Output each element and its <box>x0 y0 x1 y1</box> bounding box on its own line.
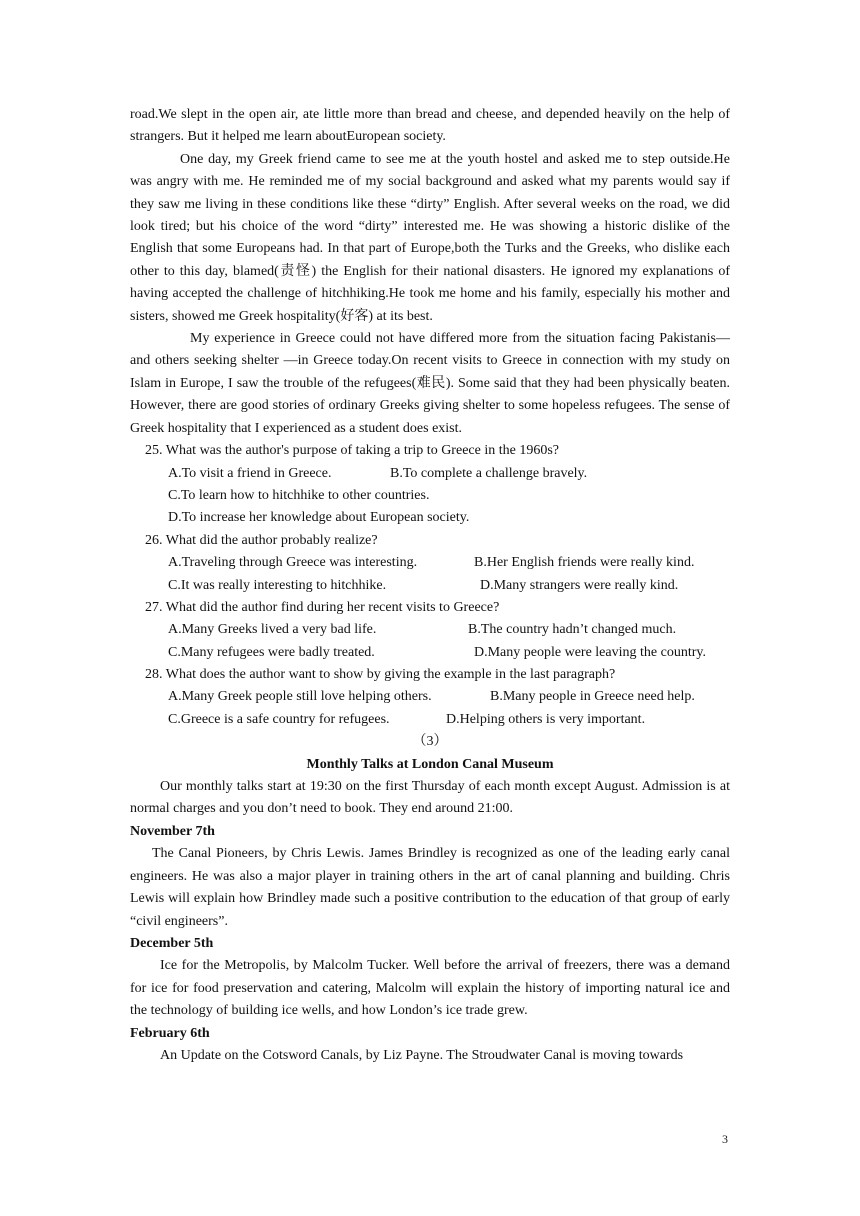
option-b: B.Many people in Greece need help. <box>490 689 695 705</box>
option-d: D.Many strangers were really kind. <box>480 577 679 593</box>
talk-date: November 7th <box>130 823 215 839</box>
talk-date: December 5th <box>130 935 214 951</box>
passage2-paragraph-3: My experience in Greece could not have differed more from the situation facing Pakistanis—and others seeking shelter —in Greece today.On recent visits to Greece in connection with my study on Islam in Europe, I saw the trouble of the refugees(难民). Some said that they had been physically beaten. However, there are good stories of ordinary Greeks giving shelter to some hopeless refugees. The sense of Greek hospitality that I experienced as a student does exist. <box>130 331 730 436</box>
option-a: A.To visit a friend in Greece. <box>168 465 332 481</box>
options-row <box>130 575 730 597</box>
question-stem: 26. What did the author probably realize? <box>145 532 378 548</box>
question-26 <box>130 530 730 597</box>
page-number: 3 <box>722 1132 728 1146</box>
passage3-intro: Our monthly talks start at 19:30 on the first Thursday of each month except August. Admission is at normal charges and you don’t need to book. They end around 21:00. <box>130 779 730 817</box>
option-b: B.The country hadn’t changed much. <box>468 622 677 638</box>
option-d: D.Many people were leaving the country. <box>474 644 706 660</box>
option-d: D.To increase her knowledge about European society. <box>168 510 470 526</box>
talk-description: Ice for the Metropolis, by Malcolm Tucker. Well before the arrival of freezers, there was a demand for ice for food preservation and catering, Malcolm will explain the history of importing natural ice and the technology of building ice wells, and how London’s ice trade grew. <box>130 958 730 1019</box>
option-b: B.Her English friends were really kind. <box>474 555 695 571</box>
options-row <box>130 619 730 641</box>
option-a: A.Traveling through Greece was interesting. <box>168 555 418 571</box>
options-row <box>130 463 730 485</box>
option-d: D.Helping others is very important. <box>446 711 646 727</box>
passage2-paragraph-2: One day, my Greek friend came to see me at the youth hostel and asked me to step outside.He was angry with me. He reminded me of my social background and asked what my parents would say if they saw me living in these conditions like these “dirty” English. After several weeks on the road, we did look tired; but his choice of the word “dirty” interested me. He was showing a historic dislike of the English that some Europeans had. In that part of Europe,both the Turks and the Greeks, who dislike each other to this day, blamed(责怪) the English for their national disasters. He ignored my explanations of having accepted the challenge of hitchhiking.He took me home and his family, especially his mother and sisters, showed me Greek hospitality(好客) at its best. <box>130 151 730 324</box>
talk-date: February 6th <box>130 1025 210 1041</box>
option-a: A.Many Greeks lived a very bad life. <box>168 622 377 638</box>
question-stem: 27. What did the author find during her recent visits to Greece? <box>145 599 500 615</box>
question-stem: 28. What does the author want to show by giving the example in the last paragraph? <box>145 667 616 683</box>
option-c: C.To learn how to hitchhike to other countries. <box>168 487 430 503</box>
options-row <box>130 686 730 708</box>
passage3-number: （3） <box>412 734 448 750</box>
question-stem: 25. What was the author's purpose of taking a trip to Greece in the 1960s? <box>145 443 559 459</box>
talk-description: An Update on the Cotsword Canals, by Liz Payne. The Stroudwater Canal is moving towards <box>160 1047 684 1063</box>
question-25 <box>130 440 730 530</box>
option-b: B.To complete a challenge bravely. <box>390 465 588 481</box>
passage3-title: Monthly Talks at London Canal Museum <box>306 756 554 772</box>
options-row <box>130 642 730 664</box>
option-c: C.Many refugees were badly treated. <box>168 644 375 660</box>
option-c: C.It was really interesting to hitchhike. <box>168 577 387 593</box>
talk-description: The Canal Pioneers, by Chris Lewis. James Brindley is recognized as one of the leading early canal engineers. He was also a major player in training others in the art of canal planning and building. Chris Lewis will explain how Brindley made such a positive contribution to the education of that group of early “civil engineers”. <box>130 846 730 929</box>
option-c: C.Greece is a safe country for refugees. <box>168 711 390 727</box>
page-content <box>130 104 730 1067</box>
option-a: A.Many Greek people still love helping others. <box>168 689 432 705</box>
passage2-paragraph-1: road.We slept in the open air, ate little more than bread and cheese, and depended heavily on the help of strangers. But it helped me learn aboutEuropean society. <box>130 107 730 145</box>
question-28 <box>130 664 730 731</box>
question-27 <box>130 597 730 664</box>
options-row <box>130 709 730 731</box>
options-row <box>130 552 730 574</box>
